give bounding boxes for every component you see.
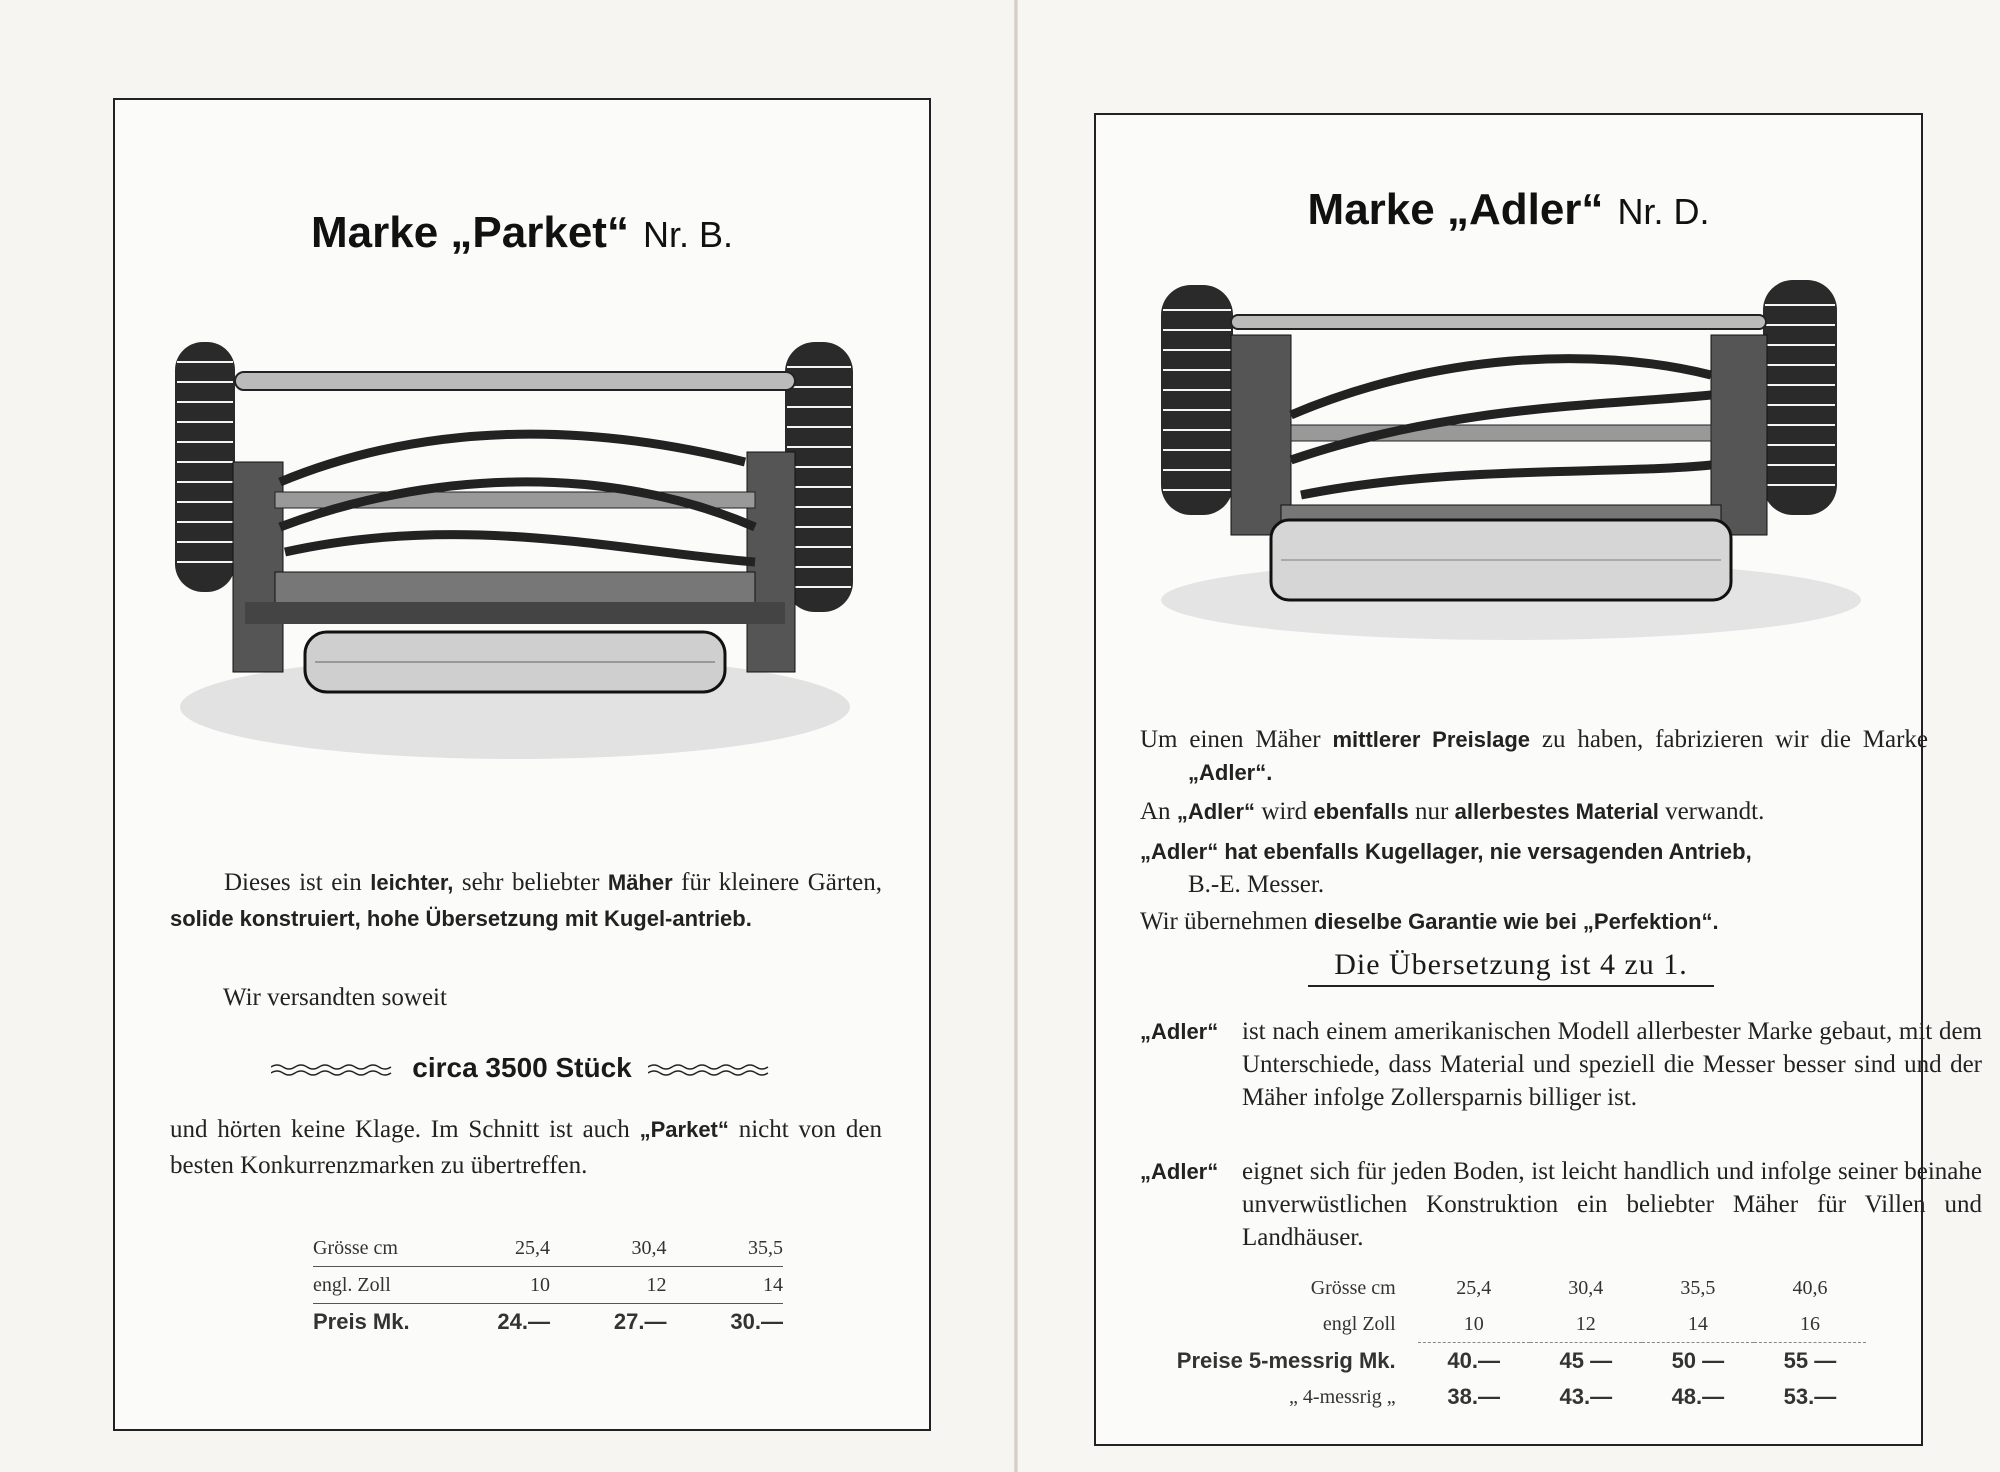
price-cell: 48.— (1671, 1384, 1725, 1409)
price-cell: 30.— (730, 1309, 783, 1334)
r-p4-bold-1: dieselbe Garantie wie bei „Perfektion“. (1313, 909, 1719, 934)
r-p6-text: eignet sich für jeden Boden, ist leicht handlich und infolge seiner beinahe unverwüstlichen Konstruktion ein beliebter Mäher für Villen und Landhäuser. (1242, 1158, 1982, 1251)
adler-title (1096, 185, 1921, 235)
table-row (1166, 1306, 1866, 1343)
price-cell: 24.— (497, 1309, 550, 1334)
inch-label: engl. Zoll (313, 1267, 434, 1304)
parket-conclusion (170, 1112, 882, 1184)
adler-p1 (1140, 723, 1928, 789)
price-cell: 45 — (1559, 1348, 1613, 1373)
r-p5-lead: „Adler“ (1140, 1019, 1219, 1044)
adler-ratio: Die Übersetzung ist 4 zu 1. (1308, 945, 1714, 987)
adler-p6 (1140, 1155, 1982, 1254)
table-row (1166, 1270, 1866, 1306)
price-cell: 38.— (1447, 1384, 1500, 1409)
r-p5-text: ist nach einem amerikanischen Modell allerbester Marke gebaut, mit dem Unterschiede, dass Material und speziell die Messer besser sind und der Mäher infolge Zollersparnis billiger ist. (1242, 1018, 1982, 1111)
page-fold (1014, 0, 1018, 1472)
r-p1-bold-2: „Adler“. (1188, 760, 1273, 785)
adler-p2 (1140, 795, 1880, 828)
p1-text-1: Dieses ist ein (224, 869, 371, 896)
size-cell: 30,4 (550, 1230, 666, 1267)
r-p2-text-2: wird (1255, 798, 1314, 825)
adler-p3 (1140, 835, 1928, 901)
r-p1-text-1: Um einen Mäher (1140, 726, 1333, 753)
inch-cell: 16 (1754, 1306, 1866, 1343)
table-row (1166, 1343, 1866, 1380)
price5-label: Preise 5-messrig Mk. (1176, 1347, 1396, 1373)
inch-cell: 10 (434, 1267, 550, 1304)
wave-ornament-left (271, 1062, 396, 1078)
r-p2-text-3: nur (1408, 798, 1455, 825)
adler-price-table (1166, 1270, 1866, 1415)
size-cell: 35,5 (1680, 1276, 1716, 1299)
parket-mower-illustration (165, 312, 865, 812)
inch-cell: 14 (666, 1267, 783, 1304)
table-row (1166, 1379, 1866, 1415)
price-cell: 27.— (613, 1309, 667, 1334)
adler-p4 (1140, 905, 1880, 938)
r-p4-text-1: Wir übernehmen (1140, 908, 1314, 935)
inch-cell: 14 (1642, 1306, 1754, 1343)
adler-frame (1094, 113, 1982, 1446)
size-cell: 40,6 (1792, 1276, 1828, 1299)
p3-bold-1: „Parket“ (639, 1117, 729, 1142)
headline-text: circa 3500 Stück (412, 1052, 632, 1083)
r-p3-bold-1: „Adler“ hat ebenfalls Kugellager, nie versagenden Antrieb, (1140, 839, 1752, 864)
r-p1-text-2: zu haben, fabrizieren wir die Marke (1530, 726, 1929, 753)
p1-text-3: für kleinere Gärten, (672, 869, 882, 896)
adler-p5 (1140, 1015, 1982, 1114)
r-p2-text-4: verwandt. (1658, 798, 1765, 825)
inch-cell: 10 (1418, 1306, 1530, 1343)
price-cell: 43.— (1559, 1384, 1613, 1409)
inch-label: engl Zoll (1322, 1312, 1396, 1335)
parket-title (115, 208, 929, 258)
size-cell: 30,4 (1568, 1276, 1604, 1299)
inch-cell: 12 (1530, 1306, 1642, 1343)
p1-text-2: sehr beliebter (453, 869, 608, 896)
r-p3-text-1: B.-E. Messer. (1188, 871, 1325, 898)
table-row (313, 1267, 783, 1304)
size-label: Grösse cm (1310, 1276, 1396, 1299)
size-cell: 25,4 (1456, 1276, 1492, 1299)
inch-cell: 12 (550, 1267, 666, 1304)
p1-bold-2: Mäher (607, 870, 673, 895)
parket-shipped: Wir versandten soweit (223, 984, 447, 1011)
price4-label: „ 4-messrig „ (1289, 1385, 1396, 1408)
price-cell: 50 — (1671, 1348, 1725, 1373)
parket-price-table (313, 1230, 783, 1340)
parket-frame (113, 98, 931, 1431)
parket-brand: Marke „Parket“ (311, 208, 629, 257)
size-cell: 25,4 (434, 1230, 550, 1267)
p1-bold-1: leichter, (370, 870, 454, 895)
r-p1-bold-1: mittlerer Preislage (1332, 727, 1531, 752)
r-p6-lead: „Adler“ (1140, 1159, 1219, 1184)
price-cell: 55 — (1783, 1348, 1837, 1373)
size-cell: 35,5 (666, 1230, 783, 1267)
price-cell: 40.— (1447, 1348, 1500, 1373)
adler-mower-illustration (1151, 265, 1871, 665)
table-row (313, 1304, 783, 1341)
p3-text-2: nicht von den besten Konkurrenzmarken zu übertreffen. (170, 1116, 882, 1179)
r-p2-bold-3: allerbestes Material (1454, 799, 1659, 824)
parket-nr: Nr. B. (642, 214, 733, 255)
r-p2-text-1: An (1140, 798, 1177, 825)
price-cell: 53.— (1783, 1384, 1837, 1409)
r-p2-bold-1: „Adler“ (1176, 799, 1256, 824)
p3-text-1: und hörten keine Klage. Im Schnitt ist auch (170, 1116, 640, 1143)
size-label: Grösse cm (313, 1230, 434, 1267)
parket-description (170, 865, 882, 937)
table-row (313, 1230, 783, 1267)
price-label: Preis Mk. (313, 1309, 410, 1334)
r-p2-bold-2: ebenfalls (1313, 799, 1409, 824)
adler-brand: Marke „Adler“ (1307, 185, 1604, 234)
parket-headline (115, 1052, 929, 1084)
p1-bold-3: solide konstruiert, hohe Übersetzung mit Kugel-antrieb. (170, 906, 752, 931)
adler-nr: Nr. D. (1617, 191, 1710, 232)
wave-ornament-right (648, 1062, 773, 1078)
